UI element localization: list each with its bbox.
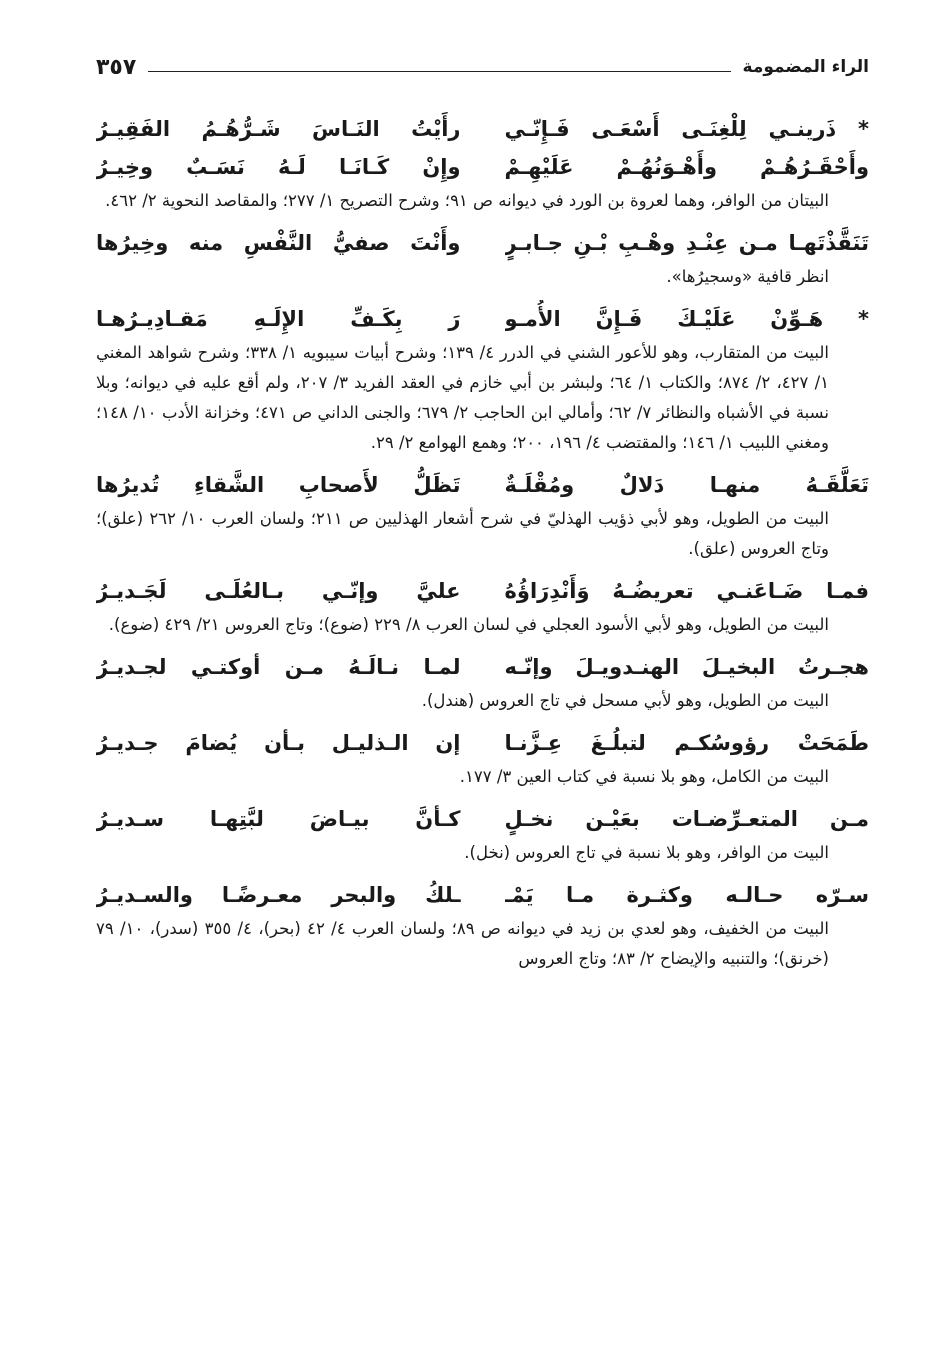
verse-entry: [96, 724, 869, 792]
verse-first-hemistich: تَنَقَّذْتَهـا مـن عِنْـدِ وهْـبِ بْـنِ جـابـرٍ: [504, 231, 869, 255]
verse-second-hemistich: عليَّ وإنّـي بـالعُلَـى لَجَـديـرُ: [96, 579, 461, 603]
verse-line: [96, 876, 869, 914]
verse-note: البيت من الوافر، وهو بلا نسبة في تاج العروس (نخل).: [464, 843, 829, 862]
verse-entry: [96, 466, 869, 564]
verse-second-hemistich: رأَيْتُ النَـاسَ شَـرُّهُـمُ الفَقِيـرُ: [96, 117, 461, 141]
verse-second-hemistich: ـلكُ والبحر معـرضًـا والسـديـرُ: [96, 883, 461, 907]
verse-note: البيت من المتقارب، وهو للأعور الشني في الدرر ٤/ ١٣٩؛ وشرح أبيات سيبويه ١/ ٣٣٨؛ وشرح شواهد المغني ١/ ٤٢٧، ٢/ ٨٧٤؛ والكتاب ١/ ٦٤؛ ولبشر بن أبي خازم في العقد الفريد ٣/ ٢٠٧، ولم أقع عليه في ديوانه؛ وبلا نسبة في الأشباه والنظائر ٧/ ٦٢؛ وأمالي ابن الحاجب ٢/ ٦٧٩؛ والجنى الداني ص ٤٧١؛ وخزانة الأدب ١٠/ ١٤٨؛ ومغني اللبيب ١/ ١٤٦؛ والمقتضب ٤/ ١٩٦، ٢٠٠؛ وهمع الهوامع ٢/ ٢٩.: [96, 343, 830, 452]
verse-note: البيت من الكامل، وهو بلا نسبة في كتاب العين ٣/ ١٧٧.: [459, 767, 829, 786]
verse-line: [96, 572, 869, 610]
verse-note: البيتان من الوافر، وهما لعروة بن الورد في ديوانه ص ٩١؛ وشرح التصريح ١/ ٢٧٧؛ والمقاصد النحوية ٢/ ٤٦٢.: [105, 191, 829, 210]
verse-first-hemistich: * هَـوِّنْ عَلَيْـكَ فَـإِنَّ الأُمـو: [504, 307, 869, 331]
verse-line: [96, 148, 869, 186]
verse-entry: [96, 224, 869, 292]
verse-entry: [96, 648, 869, 716]
verse-second-hemistich: وأَنْتَ صفيُّ النَّفْسِ منه وخِيرُها: [96, 231, 461, 255]
page-number: ٣٥٧: [96, 54, 137, 80]
section-title: الراء المضمومة: [742, 57, 869, 77]
verse-second-hemistich: إن الـذليـل بـأن يُضامَ جـديـرُ: [96, 731, 461, 755]
verse-line: [96, 724, 869, 762]
verse-second-hemistich: كـأنَّ بيـاضَ لبَّتِهـا سـديـرُ: [96, 807, 461, 831]
verse-note: البيت من الطويل، وهو لأبي مسحل في تاج العروس (هندل).: [421, 691, 829, 710]
verse-second-hemistich: رَ بِكَـفِّ الإِلَـهِ مَقـادِيـرُهـا: [96, 307, 461, 331]
verse-first-hemistich: هجـرتُ البخيـلَ الهنـدويـلَ وإنّـه: [504, 655, 869, 679]
running-header: [96, 52, 869, 82]
verse-first-hemistich: تَعَلَّقَـهُ منهـا دَلالٌ ومُقْلَـةٌ: [504, 473, 869, 497]
verse-first-hemistich: * ذَرينـي لِلْغِنَـى أَسْعَـى فَـإِنّـي: [504, 117, 869, 141]
verse-entry: [96, 110, 869, 216]
verse-line: [96, 648, 869, 686]
header-rule: [148, 71, 730, 72]
verse-line: [96, 800, 869, 838]
verse-first-hemistich: فمـا ضَـاعَنـي تعريضُـهُ وَأَنْدِرَاؤُهُ: [504, 579, 869, 603]
verse-second-hemistich: تَظَلُّ لأَصحابِ الشَّقاءِ تُديرُها: [96, 473, 461, 497]
verse-first-hemistich: مـن المتعـرِّضـات بعَيْـن نخـلٍ: [504, 807, 869, 831]
verse-note: انظر قافية «وسجيرُها».: [666, 267, 829, 286]
verse-entry: [96, 300, 869, 458]
verse-first-hemistich: طَمَحَتْ رؤوسُكـم لتبلُـغَ عِـزَّنـا: [504, 731, 869, 755]
verse-entry: [96, 876, 869, 974]
verse-entry: [96, 572, 869, 640]
verse-entry: [96, 800, 869, 868]
verse-line: [96, 110, 869, 148]
verse-line: [96, 224, 869, 262]
verse-line: [96, 300, 869, 338]
verse-first-hemistich: وأَحْقَـرُهُـمْ وأَهْـوَنُهُـمْ عَلَيْهِـمْ: [504, 155, 869, 179]
verse-note: البيت من الخفيف، وهو لعدي بن زيد في ديوانه ص ٨٩؛ ولسان العرب ٤/ ٤٢ (بحر)، ٤/ ٣٥٥ (سدر)، ١٠/ ٧٩ (خرنق)؛ والتنبيه والإيضاح ٢/ ٨٣؛ وتاج العروس: [96, 919, 829, 968]
verse-second-hemistich: لمـا نـالَـهُ مـن أوكتـي لجـديـرُ: [96, 655, 461, 679]
verse-second-hemistich: وإِنْ كَـانَـا لَـهُ نَسَـبٌ وخِيـرُ: [96, 155, 461, 179]
page-body: [96, 110, 869, 982]
verse-note: البيت من الطويل، وهو لأبي الأسود العجلي في لسان العرب ٨/ ٢٢٩ (ضوع)؛ وتاج العروس ٢١/ ٤٢٩ (ضوع).: [108, 615, 829, 634]
book-page: [96, 0, 869, 1352]
verse-note: البيت من الطويل، وهو لأبي ذؤيب الهذليّ في شرح أشعار الهذليين ص ٢١١؛ ولسان العرب ١٠/ ٢٦٢ (علق)؛ وتاج العروس (علق).: [96, 509, 829, 558]
verse-line: [96, 466, 869, 504]
verse-first-hemistich: سـرّه حـالـه وكثـرة مـا يَمْـ: [504, 883, 869, 907]
